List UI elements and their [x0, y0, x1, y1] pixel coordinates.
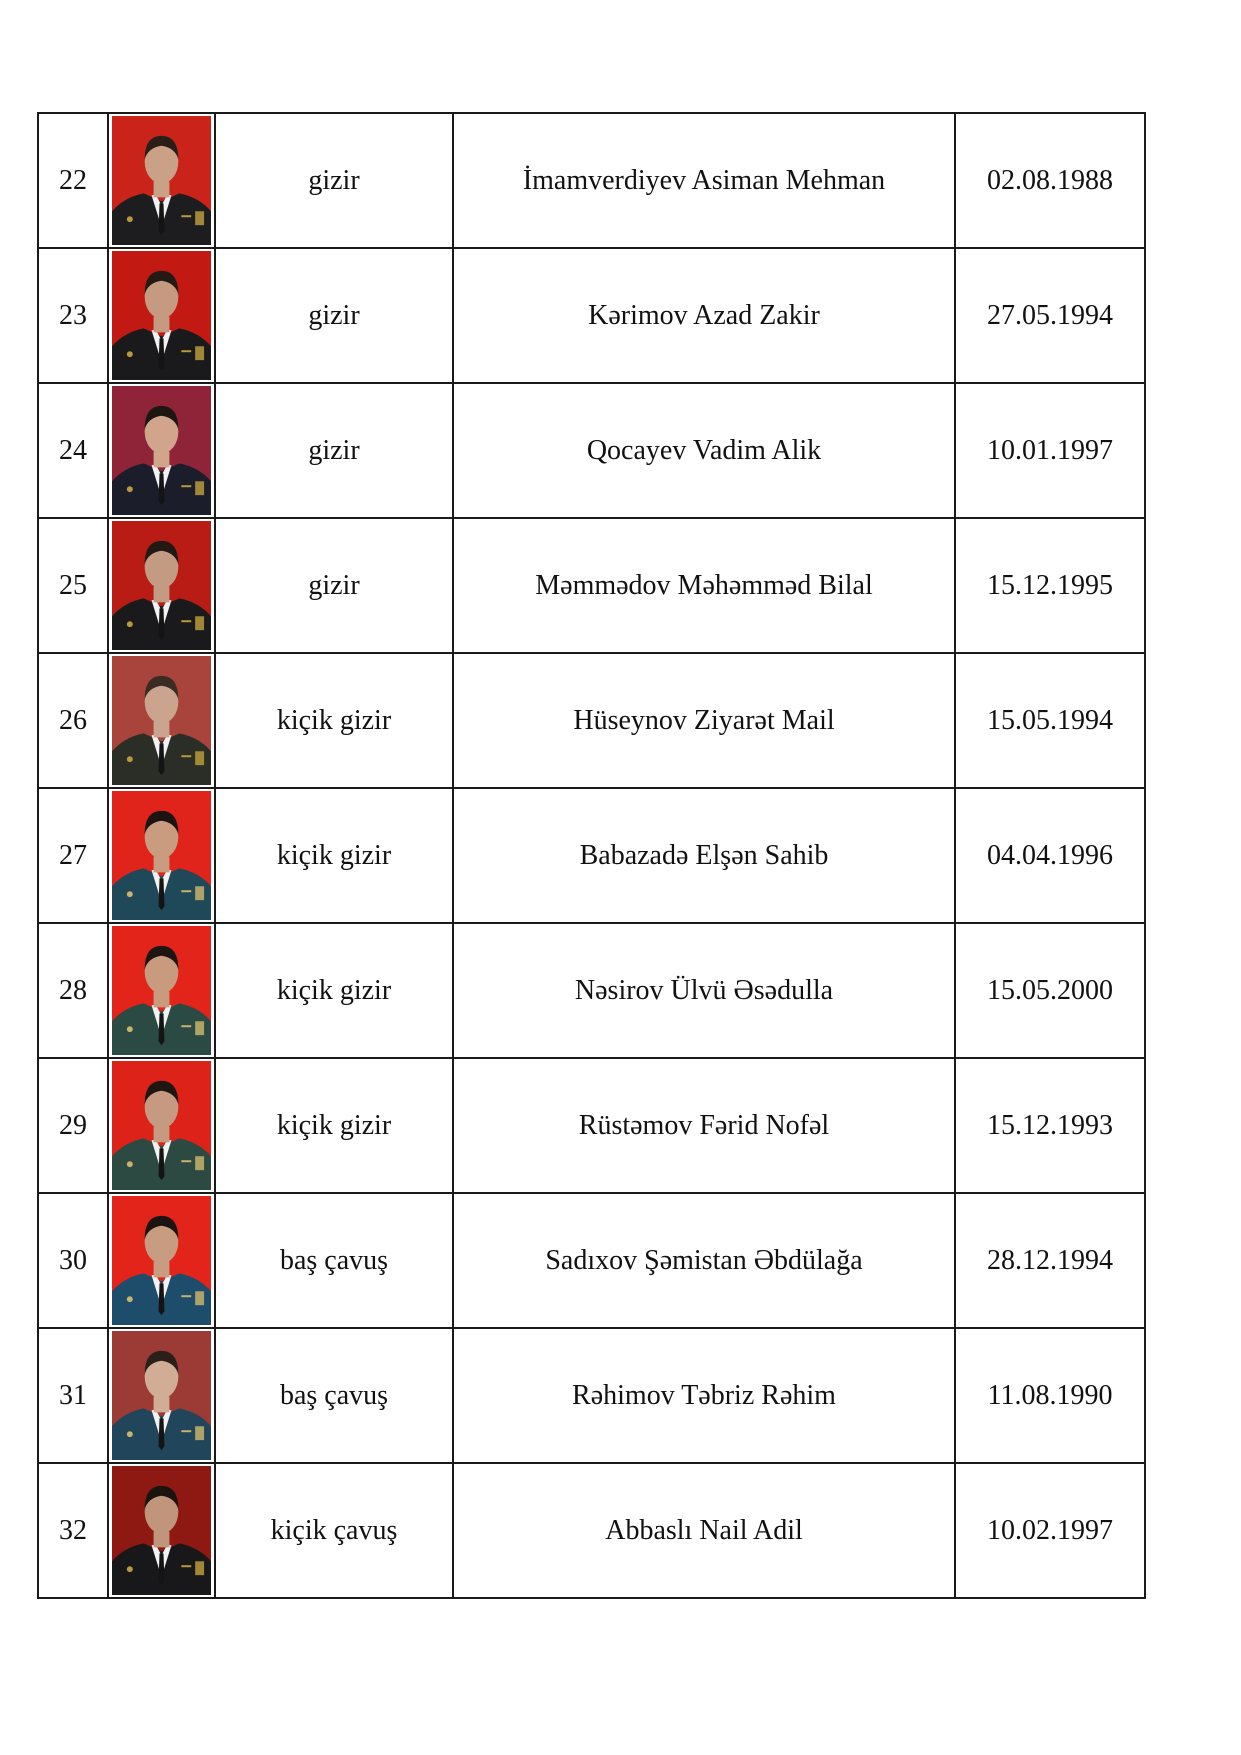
row-number: 23: [38, 248, 108, 383]
portrait-photo: [112, 1061, 211, 1190]
row-number: 30: [38, 1193, 108, 1328]
row-number: 22: [38, 113, 108, 248]
photo-cell: [108, 383, 215, 518]
full-name-cell: Rüstəmov Fərid Nofəl: [453, 1058, 955, 1193]
table-row: [38, 923, 1145, 1058]
birth-date-cell: 02.08.1988: [955, 113, 1145, 248]
portrait-illustration: [112, 1331, 211, 1460]
birth-date-cell: 10.02.1997: [955, 1463, 1145, 1598]
portrait-photo: [112, 656, 211, 785]
portrait-photo: [112, 116, 211, 245]
portrait-illustration: [112, 521, 211, 650]
full-name-cell: Məmmədov Məhəmməd Bilal: [453, 518, 955, 653]
birth-date-cell: 10.01.1997: [955, 383, 1145, 518]
row-number: 27: [38, 788, 108, 923]
portrait-illustration: [112, 656, 211, 785]
portrait-photo: [112, 926, 211, 1055]
full-name-cell: Nəsirov Ülvü Əsədulla: [453, 923, 955, 1058]
birth-date-cell: 15.05.2000: [955, 923, 1145, 1058]
rank-cell: kiçik çavuş: [215, 1463, 453, 1598]
photo-cell: [108, 113, 215, 248]
photo-cell: [108, 653, 215, 788]
portrait-illustration: [112, 791, 211, 920]
row-number: 24: [38, 383, 108, 518]
table-row: [38, 518, 1145, 653]
portrait-illustration: [112, 1061, 211, 1190]
table-row: [38, 1328, 1145, 1463]
birth-date-cell: 15.12.1993: [955, 1058, 1145, 1193]
personnel-table: [37, 112, 1146, 1599]
table-row: [38, 788, 1145, 923]
birth-date-cell: 28.12.1994: [955, 1193, 1145, 1328]
portrait-photo: [112, 1196, 211, 1325]
row-number: 26: [38, 653, 108, 788]
birth-date-cell: 15.05.1994: [955, 653, 1145, 788]
photo-cell: [108, 788, 215, 923]
full-name-cell: Babazadə Elşən Sahib: [453, 788, 955, 923]
table-row: [38, 383, 1145, 518]
table-row: [38, 113, 1145, 248]
rank-cell: gizir: [215, 113, 453, 248]
photo-cell: [108, 248, 215, 383]
rank-cell: kiçik gizir: [215, 1058, 453, 1193]
table-row: [38, 1193, 1145, 1328]
portrait-photo: [112, 1331, 211, 1460]
table-row: [38, 248, 1145, 383]
portrait-illustration: [112, 386, 211, 515]
portrait-illustration: [112, 116, 211, 245]
portrait-illustration: [112, 926, 211, 1055]
rank-cell: kiçik gizir: [215, 923, 453, 1058]
full-name-cell: İmamverdiyev Asiman Mehman: [453, 113, 955, 248]
portrait-illustration: [112, 1466, 211, 1595]
rank-cell: gizir: [215, 383, 453, 518]
rank-cell: kiçik gizir: [215, 653, 453, 788]
portrait-photo: [112, 386, 211, 515]
birth-date-cell: 11.08.1990: [955, 1328, 1145, 1463]
portrait-photo: [112, 251, 211, 380]
table-body: [38, 113, 1145, 1598]
portrait-photo: [112, 791, 211, 920]
row-number: 25: [38, 518, 108, 653]
rank-cell: baş çavuş: [215, 1193, 453, 1328]
full-name-cell: Qocayev Vadim Alik: [453, 383, 955, 518]
birth-date-cell: 15.12.1995: [955, 518, 1145, 653]
photo-cell: [108, 1193, 215, 1328]
row-number: 29: [38, 1058, 108, 1193]
portrait-photo: [112, 521, 211, 650]
full-name-cell: Sadıxov Şəmistan Əbdülağa: [453, 1193, 955, 1328]
full-name-cell: Kərimov Azad Zakir: [453, 248, 955, 383]
rank-cell: gizir: [215, 518, 453, 653]
rank-cell: gizir: [215, 248, 453, 383]
table-row: [38, 653, 1145, 788]
photo-cell: [108, 518, 215, 653]
portrait-illustration: [112, 251, 211, 380]
row-number: 31: [38, 1328, 108, 1463]
row-number: 32: [38, 1463, 108, 1598]
row-number: 28: [38, 923, 108, 1058]
photo-cell: [108, 1463, 215, 1598]
full-name-cell: Abbaslı Nail Adil: [453, 1463, 955, 1598]
full-name-cell: Rəhimov Təbriz Rəhim: [453, 1328, 955, 1463]
portrait-photo: [112, 1466, 211, 1595]
rank-cell: kiçik gizir: [215, 788, 453, 923]
portrait-illustration: [112, 1196, 211, 1325]
birth-date-cell: 04.04.1996: [955, 788, 1145, 923]
table-row: [38, 1058, 1145, 1193]
table-row: [38, 1463, 1145, 1598]
photo-cell: [108, 1058, 215, 1193]
photo-cell: [108, 923, 215, 1058]
rank-cell: baş çavuş: [215, 1328, 453, 1463]
photo-cell: [108, 1328, 215, 1463]
birth-date-cell: 27.05.1994: [955, 248, 1145, 383]
full-name-cell: Hüseynov Ziyarət Mail: [453, 653, 955, 788]
